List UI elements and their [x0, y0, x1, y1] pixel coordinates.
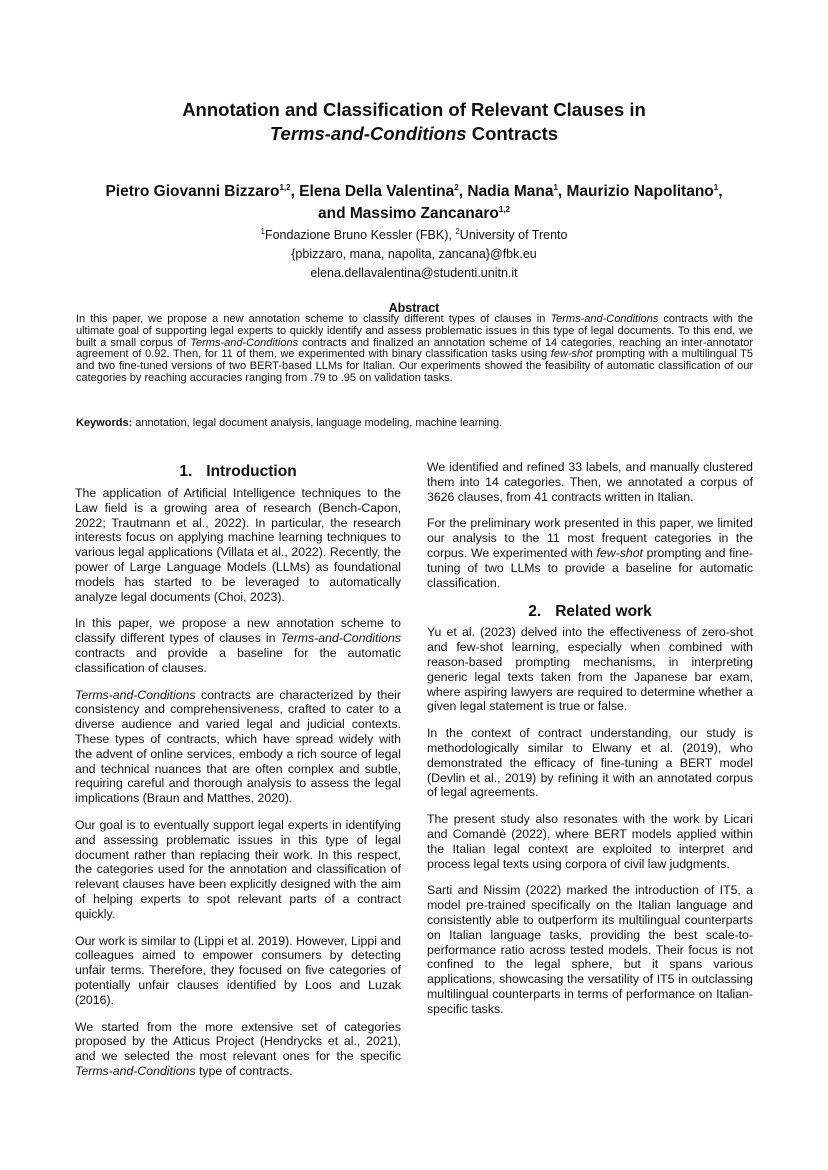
author-affil-sup: 1 [713, 182, 719, 192]
title-italic: Terms-and-Conditions [269, 123, 467, 144]
author-affil-sup: 2 [454, 182, 459, 192]
affil-institution: University of Trento [459, 228, 568, 242]
author-name: , Elena Della Valentina [290, 183, 455, 200]
section-number: 1. [179, 463, 193, 480]
affiliations [0, 226, 828, 283]
title-line-2 [0, 122, 828, 146]
paragraph: Terms-and-Conditions contracts are characterized by their consistency and comprehensiveness, crafted to cater to a diverse audience and varied legal and judicial contexts. These types of contracts, which have spread widely with the advent of online services, embody a rich source of legal and technical nuances that are often complex and subtle, requiring careful and thorough analysis to assess the legal implications (Braun and Matthes, 2020). [75, 687, 401, 806]
author-line-1 [60, 181, 768, 203]
affil-sup: 2 [455, 226, 460, 236]
paragraph: Sarti and Nissim (2022) marked the introduction of IT5, a model pre-trained specifically on the Italian language and consistently able to outperform its multilingual counterparts on Italian language tasks, providing the best scale-to-performance ratio across tested models. Their focus is not confined to the legal sphere, but it spans various applications, showcasing the versatility of IT5 in outclassing multilingual counterparts in terms of performance on Italian-specific tasks. [427, 883, 753, 1016]
author-line-2 [60, 203, 768, 225]
email-line: {pbizzaro, mana, napolita, zancana}@fbk.eu [291, 247, 537, 261]
author-affil-sup: 1,2 [279, 182, 291, 192]
keywords-label: Keywords: [76, 417, 133, 429]
title-line-1: Annotation and Classification of Relevant Clauses in [182, 99, 646, 120]
keywords [76, 416, 753, 431]
section-heading-introduction [75, 462, 401, 482]
email-line: elena.dellavalentina@studenti.unitn.it [310, 266, 518, 280]
abstract-italic: few-shot [550, 348, 593, 361]
paragraph: In this paper, we propose a new annotation scheme to classify different types of clauses in Terms-and-Conditions contracts and provide a baseline for the automatic classification of clauses. [75, 616, 401, 675]
section-number: 2. [528, 603, 542, 621]
right-column [427, 460, 753, 1029]
paper-title [0, 98, 828, 146]
paragraph: For the preliminary work presented in this paper, we limited our analysis to the 11 most frequent categories in the corpus. We experimented with few-shot prompting and fine-tuning of two LLMs to provide a baseline for automatic classification. [427, 516, 754, 590]
author-name: , Nadia Mana [458, 183, 554, 200]
paragraph: The application of Artificial Intelligence techniques to the Law field is a growing area of research (Bench-Capon, 2022; Trautmann et al., 2022). In particular, the research interests focus on applying machine learning techniques to various legal applications (Villata et al., 2022). Recently, the power of Large Language Models (LLMs) as foundational models has started to be leveraged to automatically analyze legal documents (Choi, 2023). [75, 486, 401, 604]
abstract-italic: Terms-and-Conditions [190, 336, 299, 349]
paragraph: Our work is similar to (Lippi et al. 2019). However, Lippi and colleagues aimed to empower consumers by detecting unfair terms. Therefore, they focused on five categories of potentially unfair clauses identified by Loos and Luzak (2016). [75, 933, 401, 1007]
section-title: Introduction [206, 463, 297, 480]
abstract-text: In this paper, we propose a new annotation scheme to classify different types of clauses in [76, 313, 551, 325]
affiliation-line [0, 226, 828, 245]
paragraph: We started from the more extensive set of categories proposed by the Atticus Project (Hendrycks et al., 2021), and we selected the most relevant ones for the specific Terms-and-Conditions type of contracts. [75, 1019, 401, 1078]
paragraph: The present study also resonates with the work by Licari and Comandè (2022), where BERT models applied within the Italian legal context are exploited to interpret and process legal texts using corpora of civil law judgments. [427, 812, 753, 871]
abstract-text: contracts and finalized an annotation scheme of 14 categories, reaching an inter-annotator agreement of 0.92. Then, for 11 of them, we experimented with binary classification tasks using [76, 336, 753, 361]
section-title: Related work [555, 603, 652, 621]
abstract-text: prompting with a multilingual T5 and two fine-tuned versions of two BERT-based LLMs for Italian. Our experiments showed the feasibility of automatic classification of our categories by reaching accuracies ranging from .79 to .95 on validation tasks. [76, 348, 753, 384]
abstract-italic: Terms-and-Conditions [550, 313, 659, 325]
paragraph: In the context of contract understanding, our study is methodologically similar to Elwany et al. (2019), who demonstrated the efficacy of fine-tuning a BERT model (Devlin et al., 2019) by refining it with an annotated corpus of legal agreements. [427, 726, 753, 800]
author-name: and Massimo Zancanaro [317, 205, 499, 222]
affil-sup: 1 [260, 226, 265, 236]
author-name: , Maurizio Napolitano [557, 183, 714, 200]
left-column [75, 460, 401, 1091]
paragraph: Yu et al. (2023) delved into the effectiveness of zero-shot and few-shot learning, especially when combined with reason-based prompting mechanisms, in interpreting generic legal texts taken from the Japanese bar exam, where aspiring lawyers are required to determine whether a given legal statement is true or false. [427, 625, 753, 714]
title-rest: Contracts [466, 123, 559, 144]
author-affil-sup: 1,2 [498, 204, 510, 214]
section-heading-related-work [427, 602, 753, 622]
abstract-heading: Abstract [388, 301, 440, 315]
paragraph: Our goal is to eventually support legal experts in identifying and assessing problematic issues in this type of legal document rather than replacing their work. In this respect, the categories used for the annotation and classification of relevant clauses have been explicitly designed with the aim of helping experts to spot relevant parts of a contract quickly. [75, 817, 401, 921]
paragraph: We identified and refined 33 labels, and manually clustered them into 14 categories. Then, we annotated a corpus of 3626 clauses, from 41 contracts written in Italian. [427, 460, 753, 504]
keywords-text: annotation, legal document analysis, language modeling, machine learning. [132, 417, 503, 429]
author-list [60, 181, 768, 225]
abstract-text: contracts with the ultimate goal of supporting legal experts to quickly identify and assess problematic issues in this type of legal documents. To this end, we built a small corpus of [76, 313, 754, 349]
author-separator: , [718, 183, 723, 200]
affil-institution: Fondazione Bruno Kessler (FBK), [264, 228, 456, 242]
author-affil-sup: 1 [553, 182, 558, 192]
author-name: Pietro Giovanni Bizzaro [105, 183, 280, 200]
abstract-body [76, 314, 753, 385]
